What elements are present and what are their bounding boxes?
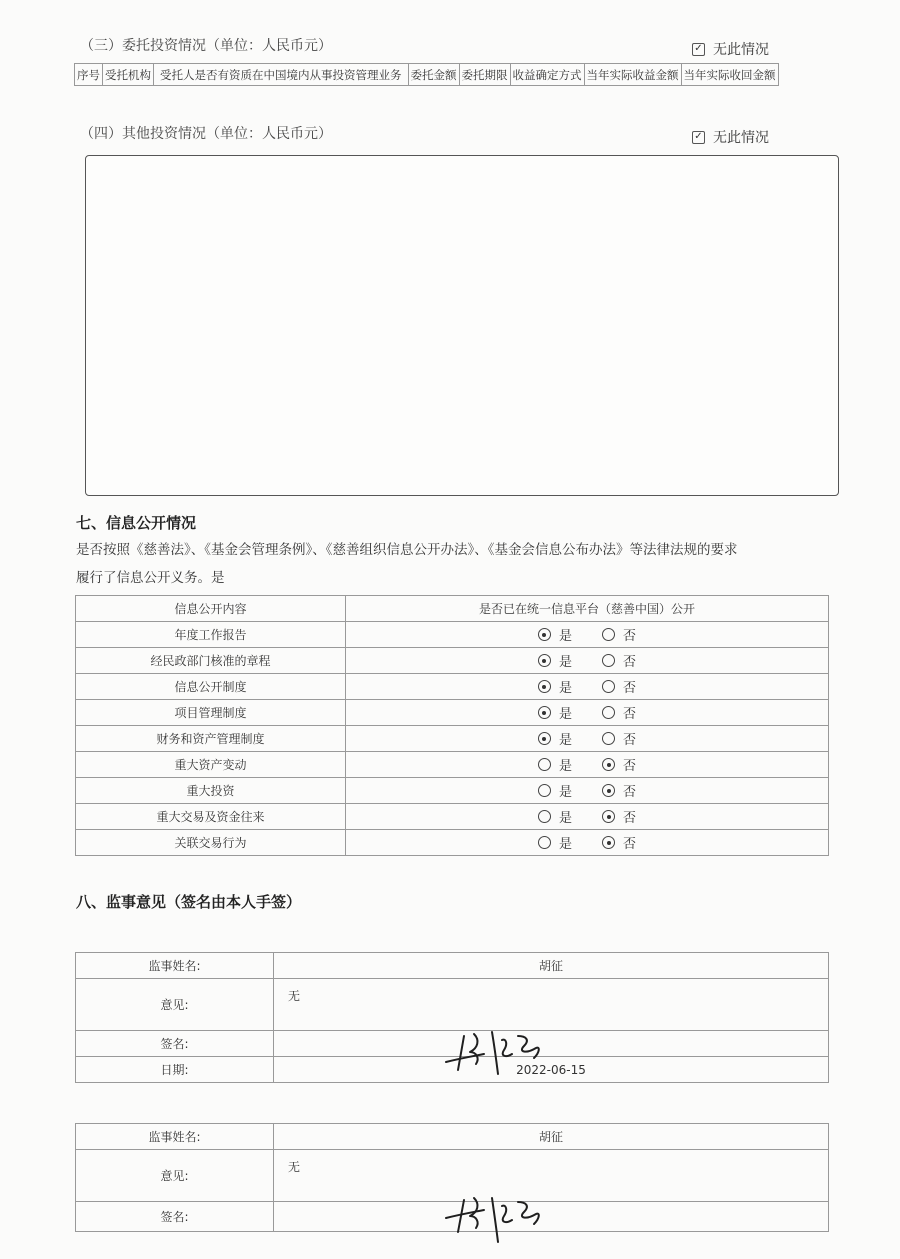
radio-no-icon[interactable] [602,654,615,667]
radio-no-icon[interactable] [602,680,615,693]
radio-yes-icon[interactable] [538,680,551,693]
radio-yes-icon[interactable] [538,810,551,823]
radio-no[interactable] [602,807,636,826]
signature-label: 签名: [76,1202,274,1232]
radio-no-label: 否 [623,733,637,748]
entrust-table [74,63,779,86]
radio-yes-label: 是 [558,681,572,696]
disclosure-choice [346,648,829,674]
radio-no-icon[interactable] [602,810,615,823]
supervisor-heading: 八、监事意见（签名由本人手签） [76,893,302,911]
signature-cell [274,1202,829,1232]
radio-no[interactable] [602,755,636,774]
disclosure-row [76,674,829,700]
radio-yes-icon[interactable] [538,836,551,849]
radio-no-icon[interactable] [602,784,615,797]
radio-no-label: 否 [623,681,637,696]
disclosure-row [76,804,829,830]
col-qualification: 受托人是否有资质在中国境内从事投资管理业务 [154,64,409,86]
disclosure-row [76,752,829,778]
col-actual-recovered: 当年实际收回金额 [681,64,778,86]
radio-no[interactable] [602,781,636,800]
other-no-info[interactable] [692,127,769,147]
entrust-no-info-label: 无此情况 [713,42,769,58]
disclosure-choice [346,752,829,778]
disclosure-item: 经民政部门核准的章程 [76,648,346,674]
col-trustee: 受托机构 [103,64,154,86]
date-value: 2022-06-15 [274,1057,829,1083]
disclosure-item: 关联交易行为 [76,830,346,856]
col-index: 序号 [75,64,103,86]
handwritten-signature-2 [440,1188,550,1248]
radio-no[interactable] [602,625,636,644]
other-no-info-label: 无此情况 [713,130,769,146]
supervisor-name-value: 胡征 [274,1124,829,1150]
other-section-title: （四）其他投资情况（单位：人民币元） [80,126,332,142]
disclosure-choice [346,778,829,804]
disclosure-item: 财务和资产管理制度 [76,726,346,752]
radio-yes[interactable] [538,703,572,722]
disclosure-item: 项目管理制度 [76,700,346,726]
radio-yes[interactable] [538,651,572,670]
disclosure-choice [346,674,829,700]
col-term: 委托期限 [459,64,510,86]
disclosure-col-content: 信息公开内容 [76,596,346,622]
radio-yes-label: 是 [558,733,572,748]
opinion-value[interactable]: 无 [274,979,829,1031]
col-amount: 委托金额 [408,64,459,86]
radio-yes[interactable] [538,677,572,696]
disclosure-heading: 七、信息公开情况 [76,514,197,532]
disclosure-item: 重大投资 [76,778,346,804]
disclosure-choice [346,804,829,830]
radio-no-label: 否 [623,837,637,852]
other-investment-textarea[interactable] [85,155,839,496]
radio-no[interactable] [602,703,636,722]
disclosure-row [76,700,829,726]
entrust-no-info[interactable] [692,39,769,59]
radio-yes-icon[interactable] [538,706,551,719]
radio-yes-label: 是 [558,837,572,852]
disclosure-row [76,648,829,674]
radio-yes[interactable] [538,833,572,852]
radio-yes-label: 是 [558,655,572,670]
radio-yes-label: 是 [558,707,572,722]
disclosure-row [76,726,829,752]
radio-no-label: 否 [623,655,637,670]
disclosure-col-platform: 是否已在统一信息平台（慈善中国）公开 [346,596,829,622]
radio-no-icon[interactable] [602,628,615,641]
radio-yes-label: 是 [558,785,572,800]
radio-yes[interactable] [538,807,572,826]
col-income-method: 收益确定方式 [510,64,584,86]
radio-no-icon[interactable] [602,836,615,849]
radio-no[interactable] [602,729,636,748]
opinion-value[interactable]: 无 [274,1150,829,1202]
supervisor-name-label: 监事姓名: [76,953,274,979]
radio-yes[interactable] [538,755,572,774]
disclosure-table [75,595,829,856]
radio-no-label: 否 [623,707,637,722]
radio-no-icon[interactable] [602,758,615,771]
signature-cell [274,1031,829,1057]
radio-yes-icon[interactable] [538,732,551,745]
radio-yes-icon[interactable] [538,758,551,771]
disclosure-item: 重大交易及资金往来 [76,804,346,830]
radio-no-label: 否 [623,811,637,826]
radio-no-icon[interactable] [602,706,615,719]
radio-no[interactable] [602,833,636,852]
radio-no-icon[interactable] [602,732,615,745]
radio-no-label: 否 [623,785,637,800]
radio-yes-icon[interactable] [538,784,551,797]
col-actual-income: 当年实际收益金额 [584,64,681,86]
disclosure-choice [346,830,829,856]
disclosure-choice [346,700,829,726]
disclosure-paragraph-line2: 履行了信息公开义务。是 [76,570,225,586]
entrust-section-title: （三）委托投资情况（单位：人民币元） [80,38,332,54]
disclosure-item: 年度工作报告 [76,622,346,648]
radio-no[interactable] [602,677,636,696]
radio-yes[interactable] [538,781,572,800]
disclosure-header-row [76,596,829,622]
radio-yes-label: 是 [558,759,572,774]
supervisor-name-label: 监事姓名: [76,1124,274,1150]
handwritten-signature-1 [440,1018,550,1078]
disclosure-paragraph-line1: 是否按照《慈善法》、《基金会管理条例》、《慈善组织信息公开办法》、《基金会信息公布办法》等法律法规的要求 [76,542,738,558]
disclosure-item: 重大资产变动 [76,752,346,778]
radio-no-label: 否 [623,759,637,774]
disclosure-choice [346,726,829,752]
opinion-label: 意见: [76,1150,274,1202]
radio-no[interactable] [602,651,636,670]
disclosure-row [76,622,829,648]
disclosure-item: 信息公开制度 [76,674,346,700]
radio-yes-label: 是 [558,811,572,826]
radio-yes-icon[interactable] [538,654,551,667]
checked-checkbox-icon[interactable]: ✓ [692,43,705,56]
checked-checkbox-icon[interactable]: ✓ [692,131,705,144]
radio-yes[interactable] [538,625,572,644]
opinion-label: 意见: [76,979,274,1031]
signature-label: 签名: [76,1031,274,1057]
disclosure-choice [346,622,829,648]
supervisor-name-value: 胡征 [274,953,829,979]
disclosure-row [76,778,829,804]
entrust-header-row [75,64,779,86]
date-label: 日期: [76,1057,274,1083]
radio-yes-icon[interactable] [538,628,551,641]
radio-no-label: 否 [623,629,637,644]
disclosure-row [76,830,829,856]
radio-yes[interactable] [538,729,572,748]
radio-yes-label: 是 [558,629,572,644]
